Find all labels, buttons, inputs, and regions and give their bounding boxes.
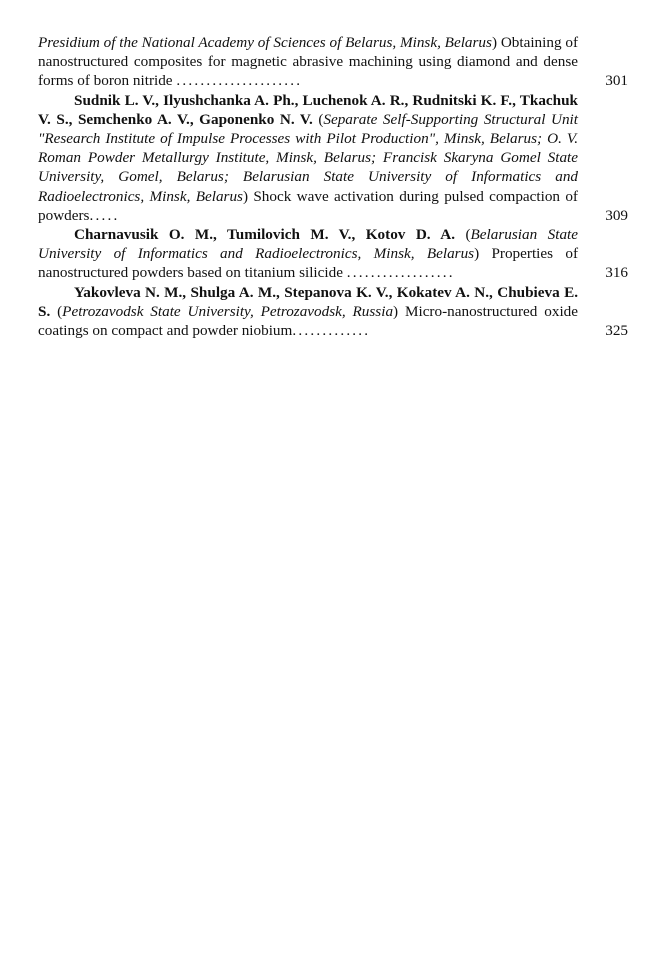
- toc-entry-body: Yakovleva N. M., Shulga A. M., Stepanova K. V., Kokatev A. N., Chubieva E. S. (Petrozavodsk State University, Petrozavodsk, Russia) Micro-nanostructured oxide coatings on compact and powder niobium.............: [38, 283, 578, 340]
- page-number: 309: [605, 206, 628, 224]
- toc-entry-body: Presidium of the National Academy of Sciences of Belarus, Minsk, Belarus) Obtaining of nanostructured composites for magnetic abrasive machining using diamond and dense forms of boron nitride .....................: [38, 34, 579, 90]
- entry-title: Micro-nanostructured oxide coatings on compact and powder niobium: [38, 302, 578, 340]
- page-number: 301: [605, 72, 628, 90]
- entry-affiliation: Petrozavodsk State University, Petrozavodsk, Russia: [62, 302, 394, 320]
- affiliation-text: Presidium of the National Academy of Sciences of Belarus, Minsk, Belarus: [38, 34, 492, 51]
- entry-affiliation: Belarusian State University of Informatics and Radioelectronics, Minsk, Belarus: [38, 226, 578, 263]
- toc-entry-body: Charnavusik O. M., Tumilovich M. V., Kotov D. A. (Belarusian State University of Informatics and Radioelectronics, Minsk, Belarus) Properties of nanostructured powders based on titanium silicide ..................: [38, 226, 578, 282]
- dot-leader: .....: [89, 206, 120, 224]
- toc-entry: [38, 225, 628, 283]
- entry-title: Shock wave activation during pulsed compaction of powders: [38, 187, 578, 224]
- entry-affiliation: [38, 34, 492, 51]
- page-number: 325: [605, 322, 628, 340]
- toc-entry: [38, 91, 628, 225]
- dot-leader: ..................: [346, 264, 455, 282]
- page-number: 316: [605, 264, 628, 282]
- entry-affiliation: Separate Self-Supporting Structural Unit "Research Institute of Impulse Processes with Pilot Production", Minsk, Belarus; O. V. Roman Powder Metallurgy Institute, Minsk, Belarus; Francisk Skaryna Gomel State University, Gomel, Belarus; Belarusian State University of Informatics and Radioelectronics, Minsk, Belarus: [38, 110, 578, 205]
- entry-authors: Sudnik L. V., Ilyushchanka A. Ph., Luchenok A. R., Rudnitski K. F., Tkachuk V. S., Semchenko A. V., Gaponenko N. V.: [38, 91, 578, 128]
- toc-entry-body: Sudnik L. V., Ilyushchanka A. Ph., Luchenok A. R., Rudnitski K. F., Tkachuk V. S., Semchenko A. V., Gaponenko N. V. (Separate Self-Supporting Structural Unit "Research Institute of Impulse Processes with Pilot Production", Minsk, Belarus; O. V. Roman Powder Metallurgy Institute, Minsk, Belarus; Francisk Skaryna Gomel State University, Gomel, Belarus; Belarusian State University of Informatics and Radioelectronics, Minsk, Belarus) Shock wave activation during pulsed compaction of powders.....: [38, 91, 578, 224]
- dot-leader: .....................: [176, 72, 303, 90]
- toc-entry: [38, 33, 628, 91]
- toc-entry: [38, 283, 628, 341]
- entry-title: Properties of nanostructured powders based on titanium silicide: [38, 245, 578, 282]
- entry-authors: Yakovleva N. M., Shulga A. M., Stepanova K. V., Kokatev A. N., Chubieva E. S.: [38, 283, 578, 320]
- toc-page: [38, 33, 628, 340]
- dot-leader: .............: [292, 322, 371, 340]
- entry-title: Obtaining of nanostructured composites for magnetic abrasive machining using diamond and dense forms of boron nitride: [38, 34, 579, 90]
- entry-authors: Charnavusik O. M., Tumilovich M. V., Kotov D. A.: [74, 226, 455, 244]
